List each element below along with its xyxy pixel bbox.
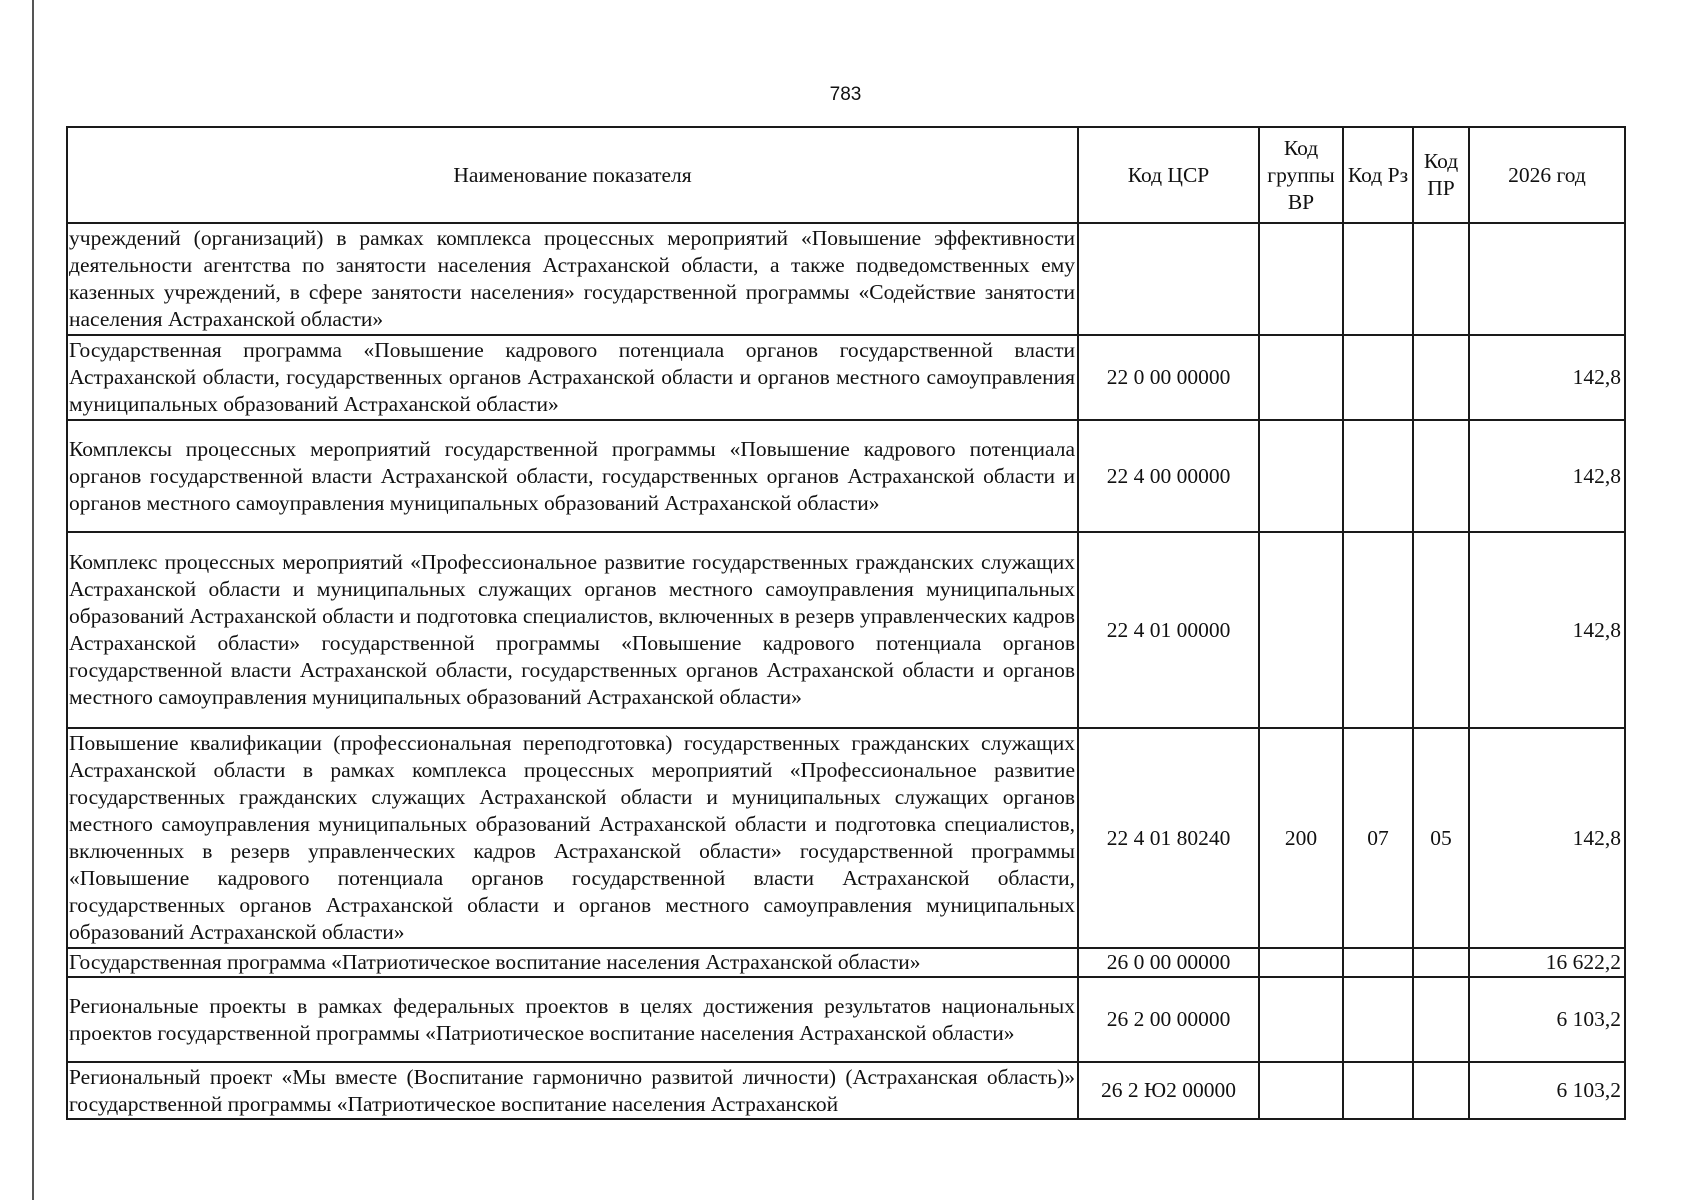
- row-pr-code: [1413, 948, 1469, 977]
- row-pr-code: [1413, 420, 1469, 532]
- row-pr-code: [1413, 532, 1469, 728]
- budget-table: [66, 126, 1626, 1120]
- row-rz-code: 07: [1343, 728, 1413, 948]
- row-vr-code: [1259, 977, 1343, 1062]
- table-header-row: [67, 127, 1625, 223]
- row-amount: 16 622,2: [1469, 948, 1625, 977]
- header-indicator-name: Наименование показателя: [67, 127, 1078, 223]
- row-rz-code: [1343, 420, 1413, 532]
- row-rz-code: [1343, 977, 1413, 1062]
- row-csr-code: 26 0 00 00000: [1078, 948, 1259, 977]
- row-indicator-name: Комплекс процессных мероприятий «Профессиональное развитие государственных гражданских служащих Астраханской области и муниципальных служащих органов местного самоуправления муниципальных образований Астраханской области и подготовка специалистов, включенных в резерв управленческих кадров Астраханской области» государственной программы «Повышение кадрового потенциала органов государственной власти Астраханской области, государственных органов Астраханской области и органов местного самоуправления муниципальных образований Астраханской области»: [67, 532, 1078, 728]
- row-csr-code: 26 2 Ю2 00000: [1078, 1062, 1259, 1119]
- row-amount: 6 103,2: [1469, 1062, 1625, 1119]
- row-pr-code: [1413, 223, 1469, 335]
- row-amount: 6 103,2: [1469, 977, 1625, 1062]
- table-row: [67, 335, 1625, 420]
- row-rz-code: [1343, 223, 1413, 335]
- row-rz-code: [1343, 948, 1413, 977]
- table-row: [67, 728, 1625, 948]
- table-row: [67, 532, 1625, 728]
- row-csr-code: 22 0 00 00000: [1078, 335, 1259, 420]
- row-pr-code: [1413, 335, 1469, 420]
- row-rz-code: [1343, 335, 1413, 420]
- row-indicator-name: Государственная программа «Повышение кадрового потенциала органов государственной власти Астраханской области, государственных органов Астраханской области и органов местного самоуправления муниципальных образований Астраханской области»: [67, 335, 1078, 420]
- header-rz-code: Код Рз: [1343, 127, 1413, 223]
- row-amount: 142,8: [1469, 532, 1625, 728]
- row-amount: 142,8: [1469, 728, 1625, 948]
- table-row: [67, 1062, 1625, 1119]
- header-vr-group-code: Код группы ВР: [1259, 127, 1343, 223]
- row-csr-code: 22 4 01 00000: [1078, 532, 1259, 728]
- header-csr-code: Код ЦСР: [1078, 127, 1259, 223]
- row-indicator-name: Региональный проект «Мы вместе (Воспитание гармонично развитой личности) (Астраханская область)» государственной программы «Патриотическое воспитание населения Астраханской: [67, 1062, 1078, 1119]
- page-left-margin-line: [32, 0, 34, 1200]
- row-indicator-name: Государственная программа «Патриотическое воспитание населения Астраханской области»: [67, 948, 1078, 977]
- row-amount: [1469, 223, 1625, 335]
- row-vr-code: [1259, 335, 1343, 420]
- table-row: [67, 977, 1625, 1062]
- table-row: [67, 948, 1625, 977]
- row-rz-code: [1343, 1062, 1413, 1119]
- row-indicator-name: Повышение квалификации (профессиональная переподготовка) государственных гражданских служащих Астраханской области в рамках комплекса процессных мероприятий «Профессиональное развитие государственных гражданских служащих Астраханской области и муниципальных служащих органов местного самоуправления муниципальных образований Астраханской области и подготовка специалистов, включенных в резерв управленческих кадров Астраханской области» государственной программы «Повышение кадрового потенциала органов государственной власти Астраханской области, государственных органов Астраханской области и органов местного самоуправления муниципальных образований Астраханской области»: [67, 728, 1078, 948]
- row-csr-code: 22 4 01 80240: [1078, 728, 1259, 948]
- table-row: [67, 223, 1625, 335]
- row-rz-code: [1343, 532, 1413, 728]
- row-vr-code: [1259, 948, 1343, 977]
- row-csr-code: 22 4 00 00000: [1078, 420, 1259, 532]
- page-number: 783: [829, 84, 862, 105]
- row-indicator-name: Комплексы процессных мероприятий государственной программы «Повышение кадрового потенциала органов государственной власти Астраханской области, государственных органов Астраханской области и органов местного самоуправления муниципальных образований Астраханской области»: [67, 420, 1078, 532]
- row-vr-code: [1259, 532, 1343, 728]
- row-amount: 142,8: [1469, 335, 1625, 420]
- row-csr-code: [1078, 223, 1259, 335]
- row-pr-code: [1413, 1062, 1469, 1119]
- row-indicator-name: учреждений (организаций) в рамках комплекса процессных мероприятий «Повышение эффективности деятельности агентства по занятости населения Астраханской области, а также подведомственных ему казенных учреждений, в сфере занятости населения» государственной программы «Содействие занятости населения Астраханской области»: [67, 223, 1078, 335]
- row-csr-code: 26 2 00 00000: [1078, 977, 1259, 1062]
- row-pr-code: [1413, 977, 1469, 1062]
- header-pr-code: Код ПР: [1413, 127, 1469, 223]
- row-amount: 142,8: [1469, 420, 1625, 532]
- row-vr-code: [1259, 1062, 1343, 1119]
- row-pr-code: 05: [1413, 728, 1469, 948]
- row-vr-code: [1259, 223, 1343, 335]
- header-year-2026: 2026 год: [1469, 127, 1625, 223]
- row-indicator-name: Региональные проекты в рамках федеральных проектов в целях достижения результатов национальных проектов государственной программы «Патриотическое воспитание населения Астраханской области»: [67, 977, 1078, 1062]
- row-vr-code: 200: [1259, 728, 1343, 948]
- table-row: [67, 420, 1625, 532]
- row-vr-code: [1259, 420, 1343, 532]
